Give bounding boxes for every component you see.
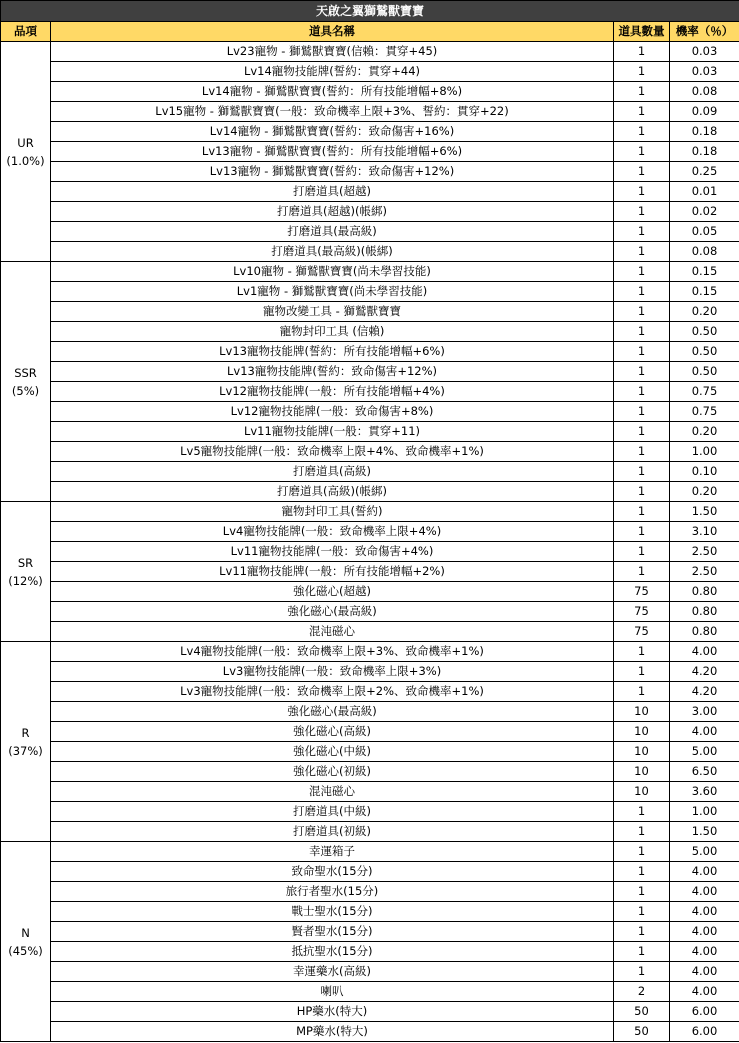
item-name-cell: MP藥水(特大) (51, 1022, 614, 1042)
table-body (1, 42, 739, 1042)
table-row (1, 522, 739, 542)
table-row (1, 182, 739, 202)
grade-percent: (1.0%) (6, 153, 45, 168)
table-row (1, 842, 739, 862)
rate-cell: 4.00 (670, 642, 739, 662)
rate-cell: 4.20 (670, 662, 739, 682)
table-row (1, 402, 739, 422)
item-name-cell: 幸運箱子 (51, 842, 614, 862)
table-row (1, 82, 739, 102)
table-row (1, 342, 739, 362)
item-name-cell: 強化磁心(超越) (51, 582, 614, 602)
table-row (1, 702, 739, 722)
table-row (1, 602, 739, 622)
item-name-cell: 賢者聖水(15分) (51, 922, 614, 942)
item-name-cell: Lv11寵物技能牌(一般：所有技能增幅+2%) (51, 562, 614, 582)
item-name-cell: 混沌磁心 (51, 782, 614, 802)
item-name-cell: 寵物封印工具 (信賴) (51, 322, 614, 342)
table-row (1, 362, 739, 382)
grade-label: SSR (14, 365, 37, 380)
rate-cell: 0.80 (670, 602, 739, 622)
rate-cell: 0.20 (670, 302, 739, 322)
quantity-cell: 1 (614, 162, 670, 182)
item-name-cell: Lv11寵物技能牌(一般：貫穿+11) (51, 422, 614, 442)
quantity-cell: 1 (614, 562, 670, 582)
rate-cell: 0.15 (670, 282, 739, 302)
quantity-cell: 1 (614, 342, 670, 362)
table-row (1, 282, 739, 302)
quantity-cell: 1 (614, 802, 670, 822)
table-row (1, 422, 739, 442)
quantity-cell: 1 (614, 222, 670, 242)
quantity-cell: 75 (614, 602, 670, 622)
item-name-cell: Lv3寵物技能牌(一般：致命機率上限+2%、致命機率+1%) (51, 682, 614, 702)
rate-cell: 6.00 (670, 1002, 739, 1022)
header-row (1, 22, 739, 42)
rate-cell: 0.80 (670, 582, 739, 602)
item-name-cell: Lv12寵物技能牌(一般：所有技能增幅+4%) (51, 382, 614, 402)
quantity-cell: 2 (614, 982, 670, 1002)
item-name-cell: 打磨道具(初級) (51, 822, 614, 842)
rate-cell: 0.05 (670, 222, 739, 242)
quantity-cell: 1 (614, 422, 670, 442)
item-name-cell: Lv13寵物技能牌(誓約：所有技能增幅+6%) (51, 342, 614, 362)
quantity-cell: 1 (614, 682, 670, 702)
rate-cell: 0.15 (670, 262, 739, 282)
item-name-cell: 寵物封印工具(誓約) (51, 502, 614, 522)
quantity-cell: 1 (614, 62, 670, 82)
item-name-cell: Lv12寵物技能牌(一般：致命傷害+8%) (51, 402, 614, 422)
grade-label: SR (17, 555, 34, 570)
table-row (1, 302, 739, 322)
rate-cell: 0.20 (670, 482, 739, 502)
table-row (1, 1002, 739, 1022)
quantity-cell: 1 (614, 202, 670, 222)
quantity-cell: 1 (614, 542, 670, 562)
item-name-cell: HP藥水(特大) (51, 1002, 614, 1022)
table-row (1, 142, 739, 162)
item-name-cell: 旅行者聖水(15分) (51, 882, 614, 902)
quantity-cell: 1 (614, 962, 670, 982)
quantity-cell: 75 (614, 582, 670, 602)
grade-percent: (45%) (8, 943, 43, 958)
rate-cell: 0.18 (670, 122, 739, 142)
table-row (1, 102, 739, 122)
grade-cell (1, 262, 51, 502)
quantity-cell: 1 (614, 442, 670, 462)
item-name-cell: 強化磁心(中級) (51, 742, 614, 762)
header-item-name: 道具名稱 (51, 22, 614, 42)
quantity-cell: 1 (614, 822, 670, 842)
grade-cell (1, 42, 51, 262)
quantity-cell: 1 (614, 862, 670, 882)
quantity-cell: 1 (614, 122, 670, 142)
rate-cell: 1.50 (670, 502, 739, 522)
rate-cell: 4.00 (670, 982, 739, 1002)
item-name-cell: 強化磁心(最高級) (51, 702, 614, 722)
rate-cell: 4.00 (670, 862, 739, 882)
item-name-cell: 打磨道具(最高級)(帳綁) (51, 242, 614, 262)
rate-cell: 4.00 (670, 902, 739, 922)
rate-cell: 0.01 (670, 182, 739, 202)
table-row (1, 542, 739, 562)
item-name-cell: 打磨道具(超越) (51, 182, 614, 202)
rate-cell: 5.00 (670, 742, 739, 762)
item-name-cell: 寵物改變工具 - 獅鷲獸寶寶 (51, 302, 614, 322)
rate-cell: 4.00 (670, 722, 739, 742)
rate-cell: 6.50 (670, 762, 739, 782)
rate-cell: 4.20 (670, 682, 739, 702)
item-name-cell: Lv15寵物 - 獅鷲獸寶寶(一般：致命機率上限+3%、誓約：貫穿+22) (51, 102, 614, 122)
quantity-cell: 1 (614, 242, 670, 262)
item-name-cell: Lv4寵物技能牌(一般：致命機率上限+3%、致命機率+1%) (51, 642, 614, 662)
table-row (1, 982, 739, 1002)
item-name-cell: 強化磁心(高級) (51, 722, 614, 742)
table-row (1, 1022, 739, 1042)
quantity-cell: 10 (614, 702, 670, 722)
table-row (1, 902, 739, 922)
title-row (1, 1, 739, 22)
quantity-cell: 1 (614, 502, 670, 522)
quantity-cell: 1 (614, 102, 670, 122)
rate-cell: 3.60 (670, 782, 739, 802)
quantity-cell: 1 (614, 662, 670, 682)
quantity-cell: 1 (614, 302, 670, 322)
grade-label: R (21, 725, 30, 740)
item-name-cell: Lv13寵物 - 獅鷲獸寶寶(誓約：致命傷害+12%) (51, 162, 614, 182)
table-row (1, 562, 739, 582)
table-row (1, 442, 739, 462)
grade-percent: (37%) (8, 743, 43, 758)
rate-cell: 1.00 (670, 802, 739, 822)
rate-cell: 0.09 (670, 102, 739, 122)
quantity-cell: 1 (614, 142, 670, 162)
rate-cell: 0.03 (670, 62, 739, 82)
rate-cell: 0.02 (670, 202, 739, 222)
quantity-cell: 1 (614, 942, 670, 962)
item-name-cell: 混沌磁心 (51, 622, 614, 642)
quantity-cell: 1 (614, 262, 670, 282)
table-row (1, 322, 739, 342)
item-name-cell: Lv4寵物技能牌(一般：致命機率上限+4%) (51, 522, 614, 542)
quantity-cell: 50 (614, 1022, 670, 1042)
item-name-cell: 打磨道具(高級) (51, 462, 614, 482)
quantity-cell: 1 (614, 42, 670, 62)
table-row (1, 762, 739, 782)
rate-cell: 2.50 (670, 562, 739, 582)
rate-cell: 0.10 (670, 462, 739, 482)
quantity-cell: 1 (614, 462, 670, 482)
item-name-cell: 致命聖水(15分) (51, 862, 614, 882)
quantity-cell: 10 (614, 782, 670, 802)
rate-cell: 0.75 (670, 382, 739, 402)
grade-percent: (5%) (11, 383, 40, 398)
quantity-cell: 1 (614, 882, 670, 902)
quantity-cell: 1 (614, 902, 670, 922)
grade-cell (1, 502, 51, 642)
item-name-cell: Lv13寵物技能牌(誓約：致命傷害+12%) (51, 362, 614, 382)
rate-cell: 2.50 (670, 542, 739, 562)
quantity-cell: 1 (614, 362, 670, 382)
item-name-cell: 強化磁心(初級) (51, 762, 614, 782)
item-name-cell: 強化磁心(最高級) (51, 602, 614, 622)
rate-cell: 0.08 (670, 82, 739, 102)
quantity-cell: 10 (614, 742, 670, 762)
rate-cell: 4.00 (670, 882, 739, 902)
table-row (1, 162, 739, 182)
item-name-cell: 打磨道具(中級) (51, 802, 614, 822)
item-name-cell: Lv3寵物技能牌(一般：致命機率上限+3%) (51, 662, 614, 682)
quantity-cell: 1 (614, 842, 670, 862)
rate-cell: 4.00 (670, 942, 739, 962)
quantity-cell: 1 (614, 922, 670, 942)
table-row (1, 262, 739, 282)
grade-cell (1, 842, 51, 1042)
grade-label: UR (17, 135, 34, 150)
header-grade: 品項 (1, 22, 51, 42)
table-row (1, 742, 739, 762)
header-quantity: 道具數量 (614, 22, 670, 42)
quantity-cell: 50 (614, 1002, 670, 1022)
rate-cell: 1.50 (670, 822, 739, 842)
rate-cell: 0.18 (670, 142, 739, 162)
table-row (1, 862, 739, 882)
table-row (1, 462, 739, 482)
item-name-cell: 抵抗聖水(15分) (51, 942, 614, 962)
item-name-cell: 幸運藥水(高級) (51, 962, 614, 982)
rate-cell: 4.00 (670, 922, 739, 942)
table-row (1, 502, 739, 522)
table-row (1, 42, 739, 62)
item-name-cell: Lv14寵物 - 獅鷲獸寶寶(誓約：所有技能增幅+8%) (51, 82, 614, 102)
quantity-cell: 1 (614, 402, 670, 422)
item-name-cell: Lv14寵物 - 獅鷲獸寶寶(誓約：致命傷害+16%) (51, 122, 614, 142)
rate-cell: 6.00 (670, 1022, 739, 1042)
item-name-cell: Lv13寵物 - 獅鷲獸寶寶(誓約：所有技能增幅+6%) (51, 142, 614, 162)
rate-cell: 0.50 (670, 322, 739, 342)
table-row (1, 882, 739, 902)
table-row (1, 222, 739, 242)
table-row (1, 122, 739, 142)
item-name-cell: Lv1寵物 - 獅鷲獸寶寶(尚未學習技能) (51, 282, 614, 302)
table-row (1, 482, 739, 502)
rate-cell: 1.00 (670, 442, 739, 462)
quantity-cell: 1 (614, 522, 670, 542)
rate-cell: 0.25 (670, 162, 739, 182)
quantity-cell: 1 (614, 82, 670, 102)
table-row (1, 802, 739, 822)
item-name-cell: 打磨道具(高級)(帳綁) (51, 482, 614, 502)
table-row (1, 922, 739, 942)
table-row (1, 822, 739, 842)
quantity-cell: 10 (614, 722, 670, 742)
table-row (1, 662, 739, 682)
grade-label: N (21, 925, 30, 940)
quantity-cell: 75 (614, 622, 670, 642)
table-title: 天啟之翼獅鷲獸寶寶 (1, 1, 739, 22)
rate-cell: 5.00 (670, 842, 739, 862)
table-row (1, 962, 739, 982)
table-row (1, 722, 739, 742)
item-name-cell: Lv11寵物技能牌(一般：致命傷害+4%) (51, 542, 614, 562)
quantity-cell: 1 (614, 282, 670, 302)
grade-percent: (12%) (8, 573, 43, 588)
rate-cell: 0.50 (670, 342, 739, 362)
rate-cell: 0.08 (670, 242, 739, 262)
table-row (1, 202, 739, 222)
rate-cell: 3.00 (670, 702, 739, 722)
table-row (1, 622, 739, 642)
rate-cell: 0.03 (670, 42, 739, 62)
rate-cell: 3.10 (670, 522, 739, 542)
table-row (1, 942, 739, 962)
quantity-cell: 1 (614, 482, 670, 502)
header-rate: 機率（％） (670, 22, 739, 42)
item-name-cell: 打磨道具(超越)(帳綁) (51, 202, 614, 222)
item-name-cell: Lv10寵物 - 獅鷲獸寶寶(尚未學習技能) (51, 262, 614, 282)
quantity-cell: 1 (614, 642, 670, 662)
rate-cell: 4.00 (670, 962, 739, 982)
item-name-cell: 打磨道具(最高級) (51, 222, 614, 242)
table-row (1, 782, 739, 802)
rate-cell: 0.20 (670, 422, 739, 442)
quantity-cell: 10 (614, 762, 670, 782)
quantity-cell: 1 (614, 322, 670, 342)
quantity-cell: 1 (614, 382, 670, 402)
table-row (1, 382, 739, 402)
table-row (1, 582, 739, 602)
table-row (1, 642, 739, 662)
table-row (1, 62, 739, 82)
item-name-cell: Lv23寵物 - 獅鷲獸寶寶(信賴：貫穿+45) (51, 42, 614, 62)
item-name-cell: 喇叭 (51, 982, 614, 1002)
item-name-cell: Lv5寵物技能牌(一般：致命機率上限+4%、致命機率+1%) (51, 442, 614, 462)
item-name-cell: 戰士聖水(15分) (51, 902, 614, 922)
table-row (1, 682, 739, 702)
rate-cell: 0.80 (670, 622, 739, 642)
grade-cell (1, 642, 51, 842)
rate-cell: 0.75 (670, 402, 739, 422)
rate-cell: 0.50 (670, 362, 739, 382)
item-name-cell: Lv14寵物技能牌(誓約：貫穿+44) (51, 62, 614, 82)
quantity-cell: 1 (614, 182, 670, 202)
table-row (1, 242, 739, 262)
